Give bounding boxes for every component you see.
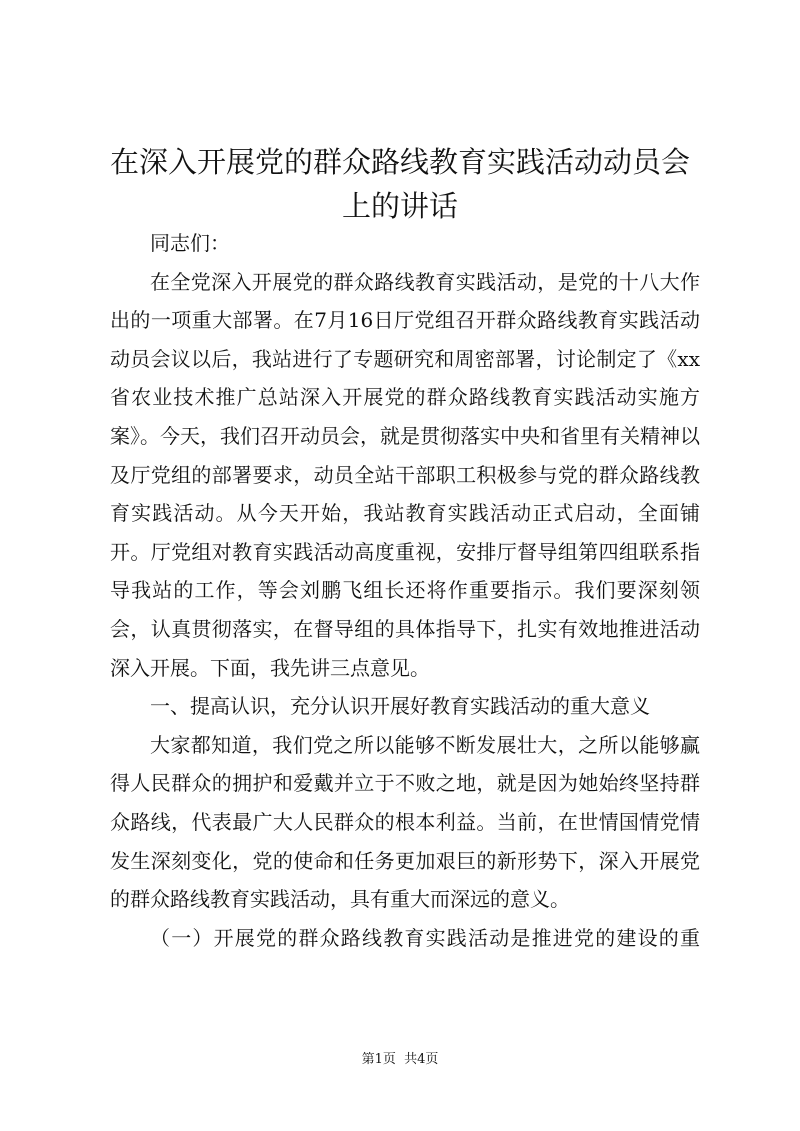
- subsection-heading-1: （一）开展党的群众路线教育实践活动是推进党的建设的重: [150, 925, 700, 950]
- section-heading-1: 一、提高认识，充分认识开展好教育实践活动的重大意义: [150, 694, 650, 719]
- document-body: [110, 224, 700, 957]
- page-footer: [0, 1050, 800, 1070]
- page-number: 第1页: [361, 1052, 396, 1067]
- paragraph-section-1: 大家都知道，我们党之所以能够不断发展壮大，之所以能够赢得人民群众的拥护和爱戴并立于不败之地，就是因为她始终坚持群众路线，代表最广大人民群众的根本利益。当前，在世情国情党情发生深刻变化，党的使命和任务更加艰巨的新形势下，深入开展党的群众路线教育实践活动，具有重大而深远的意义。: [110, 732, 700, 912]
- total-pages: 共4页: [404, 1052, 439, 1067]
- page-title: 在深入开展党的群众路线教育实践活动动员会上的讲话: [109, 145, 690, 223]
- paragraph-intro: 在全党深入开展党的群众路线教育实践活动，是党的十八大作出的一项重大部署。在7月16日厅党组召开群众路线教育实践活动动员会议以后，我站进行了专题研究和周密部署，讨论制定了《xx省农业技术推广总站深入开展党的群众路线教育实践活动实施方案》。今天，我们召开动员会，就是贯彻落实中央和省里有关精神以及厅党组的部署要求，动员全站干部职工积极参与党的群众路线教育实践活动。从今天开始，我站教育实践活动正式启动，全面铺开。厅党组对教育实践活动高度重视，安排厅督导组第四组联系指导我站的工作，等会刘鹏飞组长还将作重要指示。我们要深刻领会，认真贯彻落实，在督导组的具体指导下，扎实有效地推进活动深入开展。下面，我先讲三点意见。: [110, 269, 700, 680]
- salutation: 同志们：: [150, 231, 230, 255]
